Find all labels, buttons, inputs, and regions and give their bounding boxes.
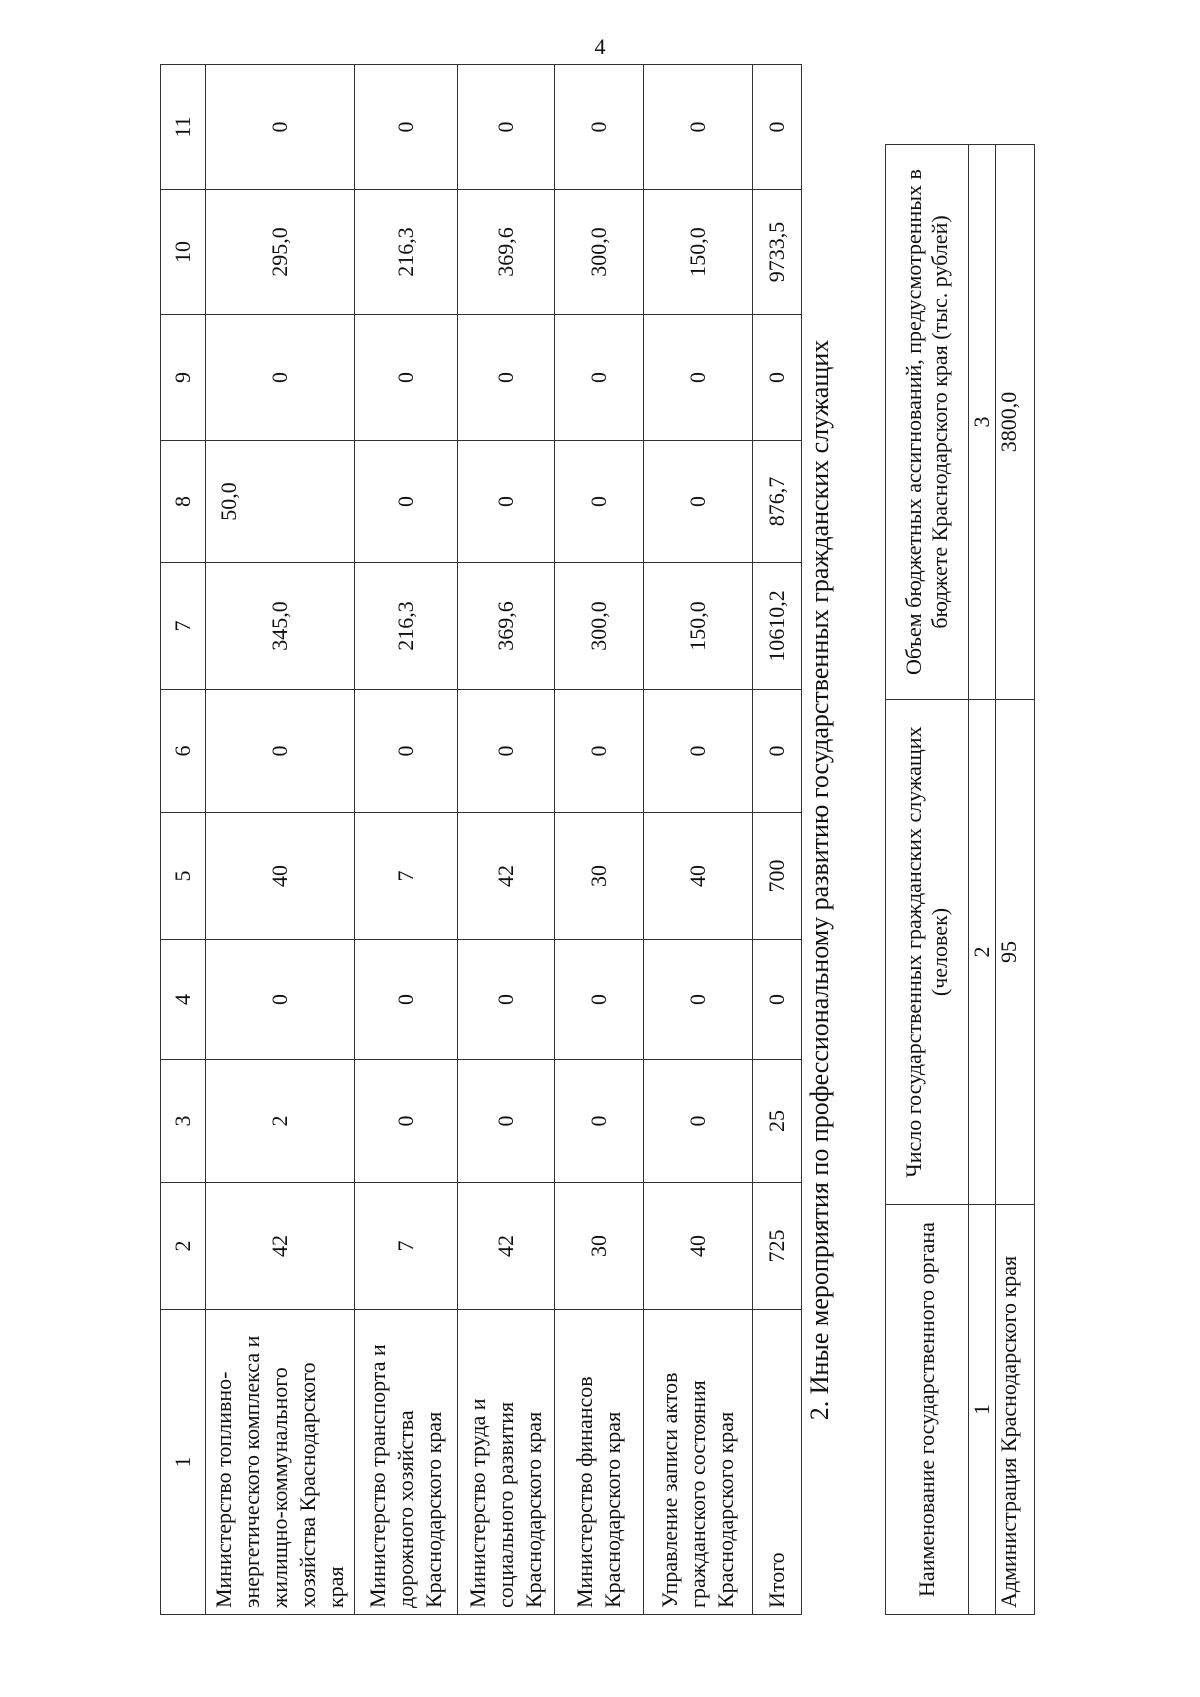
table-cell: 0 — [644, 441, 753, 563]
column-number-row — [969, 145, 996, 1615]
table-cell: 0 — [355, 315, 458, 441]
column-number: 6 — [161, 690, 206, 813]
table-cell: 40 — [206, 813, 355, 940]
table-cell: 0 — [355, 441, 458, 563]
table-cell: 0 — [555, 1060, 644, 1183]
column-number: 3 — [161, 1060, 206, 1183]
table-row — [555, 65, 644, 1615]
table-cell: 0 — [355, 690, 458, 813]
table-cell: 0 — [555, 940, 644, 1060]
column-number: 2 — [969, 700, 996, 1205]
table-cell: 95 — [996, 700, 1035, 1205]
column-header: Объем бюджетных ассигнований, предусмотренных в бюджете Краснодарского края (тыс. рублей) — [886, 145, 969, 700]
table-row — [458, 65, 555, 1615]
table-cell: 7 — [355, 813, 458, 940]
total-cell: 0 — [753, 690, 802, 813]
table-cell: 0 — [458, 65, 555, 190]
total-cell: 725 — [753, 1183, 802, 1310]
table-cell: 42 — [458, 1183, 555, 1310]
table-cell: 3800,0 — [996, 145, 1035, 700]
agency-name: Министерство транспорта и дорожного хозяйства Краснодарского края — [355, 1310, 458, 1615]
table-cell: 0 — [206, 940, 355, 1060]
table-cell: 0 — [555, 65, 644, 190]
table-cell: 42 — [458, 813, 555, 940]
total-label: Итого — [753, 1310, 802, 1615]
column-header: Наименование государственного органа — [886, 1205, 969, 1615]
table-cell: 295,0 — [206, 190, 355, 315]
table-cell: 40 — [644, 1183, 753, 1310]
column-number: 5 — [161, 813, 206, 940]
total-cell: 876,7 — [753, 441, 802, 563]
table-cell: 0 — [206, 65, 355, 190]
column-number: 3 — [969, 145, 996, 700]
table-row — [996, 145, 1035, 1615]
table-cell: 0 — [355, 65, 458, 190]
table-cell: 0 — [555, 315, 644, 441]
column-number: 10 — [161, 190, 206, 315]
table-cell: 30 — [555, 1183, 644, 1310]
total-cell: 9733,5 — [753, 190, 802, 315]
table-cell: 50,0 — [206, 441, 355, 563]
agency-name: Министерство финансов Краснодарского края — [555, 1310, 644, 1615]
table-cell: 0 — [458, 441, 555, 563]
table-cell: 2 — [206, 1060, 355, 1183]
table-cell: 0 — [458, 690, 555, 813]
total-cell: 0 — [753, 940, 802, 1060]
table-cell: 150,0 — [644, 563, 753, 690]
column-number: 1 — [161, 1310, 206, 1615]
table-row — [644, 65, 753, 1615]
other-activities-table — [885, 144, 1035, 1615]
table-cell: 369,6 — [458, 563, 555, 690]
table-cell: 369,6 — [458, 190, 555, 315]
total-cell: 700 — [753, 813, 802, 940]
table-cell: 0 — [458, 940, 555, 1060]
table-cell: 216,3 — [355, 190, 458, 315]
total-cell: 25 — [753, 1060, 802, 1183]
column-number: 11 — [161, 65, 206, 190]
column-number-row — [161, 65, 206, 1615]
total-cell: 0 — [753, 315, 802, 441]
table-cell: 42 — [206, 1183, 355, 1310]
total-row — [753, 65, 802, 1615]
table-cell: 0 — [458, 315, 555, 441]
column-number: 2 — [161, 1183, 206, 1310]
header-row — [886, 145, 969, 1615]
column-number: 4 — [161, 940, 206, 1060]
agency-name: Управление записи актов гражданского состояния Краснодарского края — [644, 1310, 753, 1615]
table-cell: 0 — [355, 940, 458, 1060]
table-cell: 0 — [644, 315, 753, 441]
training-funding-table — [160, 64, 802, 1615]
column-number: 1 — [969, 1205, 996, 1615]
table-cell: 0 — [206, 315, 355, 441]
column-number: 7 — [161, 563, 206, 690]
total-cell: 0 — [753, 65, 802, 190]
table-cell: 7 — [355, 1183, 458, 1310]
table-cell: 0 — [458, 1060, 555, 1183]
rotated-landscape-content — [160, 115, 1200, 1615]
table-cell: 0 — [355, 1060, 458, 1183]
page-number: 4 — [594, 34, 606, 59]
agency-name: Министерство топливно-энергетического комплекса и жилищно-коммунального хозяйства Краснодарского края — [206, 1310, 355, 1615]
table-cell: 30 — [555, 813, 644, 940]
column-number: 8 — [161, 441, 206, 563]
column-header: Число государственных гражданских служащих (человек) — [886, 700, 969, 1205]
total-cell: 10610,2 — [753, 563, 802, 690]
table-cell: 0 — [644, 1060, 753, 1183]
table-row — [206, 65, 355, 1615]
section-title: 2. Иные мероприятия по профессиональному развитию государственных гражданских служащих — [805, 339, 834, 1421]
table-cell: 0 — [644, 940, 753, 1060]
table-cell: 0 — [555, 441, 644, 563]
table-cell: 150,0 — [644, 190, 753, 315]
table-cell: 0 — [206, 690, 355, 813]
agency-name: Министерство труда и социального развития Краснодарского края — [458, 1310, 555, 1615]
table-cell: 0 — [555, 690, 644, 813]
table-cell: 0 — [644, 690, 753, 813]
table-cell: 345,0 — [206, 563, 355, 690]
agency-name: Администрация Краснодарского края — [996, 1205, 1035, 1615]
column-number: 9 — [161, 315, 206, 441]
table-cell: 216,3 — [355, 563, 458, 690]
table-row — [355, 65, 458, 1615]
table-cell: 40 — [644, 813, 753, 940]
table-cell: 300,0 — [555, 190, 644, 315]
table-cell: 0 — [644, 65, 753, 190]
table-cell: 300,0 — [555, 563, 644, 690]
